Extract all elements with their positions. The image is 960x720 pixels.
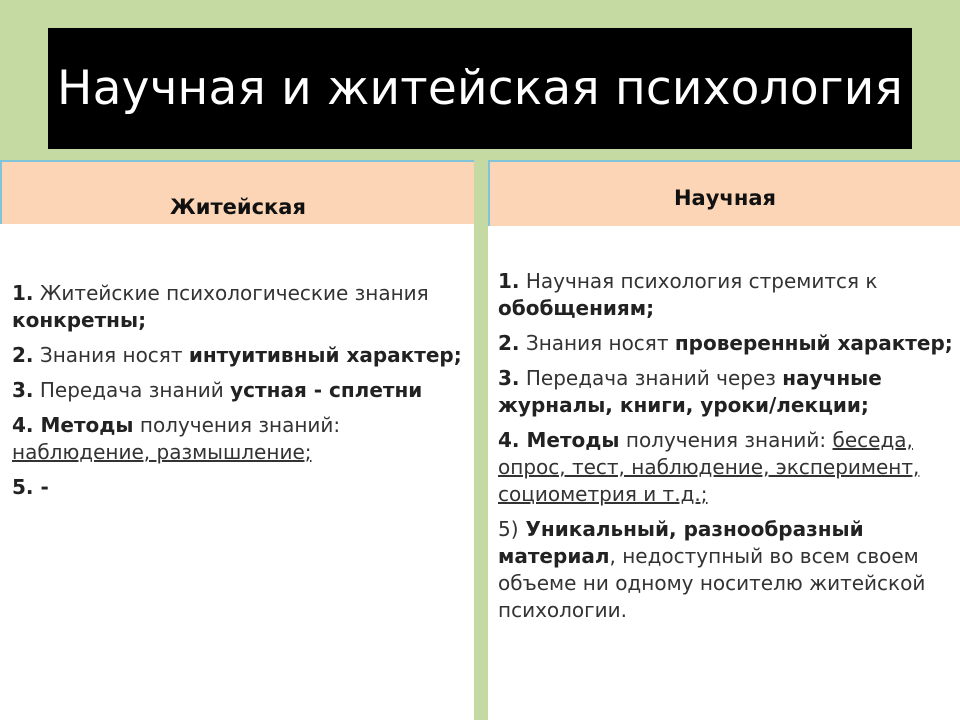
list-scientific <box>498 268 954 632</box>
column-everyday <box>0 160 474 720</box>
list-item: 3. Передача знаний через научные журналы, книги, уроки/лекции; <box>498 366 882 417</box>
list-item: 4. Методы получения знаний: беседа, опрос, тест, наблюдение, эксперимент, социометрия и т.д.; <box>498 428 920 506</box>
list-item: 5. - <box>12 475 49 499</box>
list-item: 2. Знания носят проверенный характер; <box>498 331 953 355</box>
column-header-scientific: Научная <box>488 160 960 226</box>
slide-title: Научная и житейская психология <box>48 28 912 149</box>
list-item: 3. Передача знаний устная - сплетни <box>12 378 423 402</box>
list-item: 5) Уникальный, разнообразный материал, недоступный во всем своем объеме ни одному носителю житейской психологии. <box>498 517 926 622</box>
list-item: 1. Научная психология стремится к обобщениям; <box>498 269 878 320</box>
list-item: 4. Методы получения знаний: наблюдение, размышление; <box>12 413 341 464</box>
list-everyday <box>12 280 464 509</box>
list-item: 2. Знания носят интуитивный характер; <box>12 343 462 367</box>
column-scientific <box>488 160 960 720</box>
list-item: 1. Житейские психологические знания конкретны; <box>12 281 429 332</box>
column-header-everyday: Житейская <box>0 160 474 224</box>
